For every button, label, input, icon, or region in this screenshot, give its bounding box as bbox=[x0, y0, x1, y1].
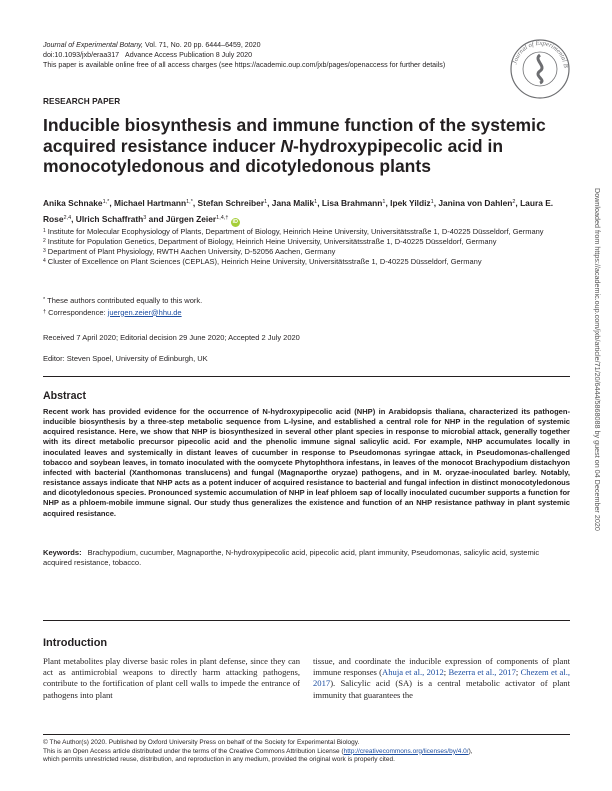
keywords-text: Brachypodium, cucumber, Magnaporthe, N-hydroxypipecolic acid, pipecolic acid, plant immunity, Pseudomonas, salicylic acid, systemic acquired resistance, tobacco. bbox=[43, 548, 540, 568]
author-affiliation-marker: 2,4 bbox=[63, 215, 72, 221]
affiliation-2 bbox=[43, 237, 563, 247]
affiliation-text: Institute for Molecular Ecophysiology of Plants, Department of Biology, Heinrich Heine University, Universitätsstraße 1, D-40225 Düsseldorf, Germany bbox=[47, 227, 544, 236]
journal-logo bbox=[509, 38, 571, 100]
abstract-body: Recent work has provided evidence for the occurrence of N-hydroxypipecolic acid (NHP) in Arabidopsis thaliana, characterized its pathogen-inducible biosynthesis by a three-step metabolic sequence from L-lysine, and established a central role for NHP in the regulation of systemic acquired resistance. Here, we show that NHP is biosynthesized in several other plant species in response to microbial attack, generally together with its direct metabolic precursor pipecolic acid and the phenolic immune signal salicylic acid. For example, NHP accumulates locally in inoculated leaves and systemically in distant leaves of cucumber in response to Pseudomonas syringae attack, in Pseudomonas-challenged tobacco and soybean leaves, in tomato inoculated with the oomycete Phytophthora infestans, in leaves of the monocot Brachypodium distachyon infected with bacterial (Xanthomonas translucens) and fungal (Magnaporthe oryzae) pathogens, and in M. oryzae-inoculated barley. Notably, resistance assays indicate that NHP acts as a potent inducer of acquired resistance to bacterial and fungal infection in distinct monocotyledonous and dicotyledonous species. Pronounced systemic accumulation of NHP in leaf phloem sap of locally inoculated cucumber supports a function for NHP as a phloem-mobile immune signal. Our study thus generalizes the existence and function of an NHP resistance pathway in plant systemic acquired resistance. bbox=[43, 407, 570, 518]
download-watermark bbox=[590, 188, 606, 698]
author-affiliation-marker: 1,* bbox=[102, 199, 110, 205]
author-affiliation-marker: 1,* bbox=[186, 199, 193, 205]
article-dates: Received 7 April 2020; Editorial decision 29 June 2020; Accepted 2 July 2020 bbox=[43, 333, 300, 342]
note-marker: † bbox=[43, 308, 47, 315]
doi-line bbox=[43, 51, 252, 60]
author-affiliation-marker: 1 bbox=[314, 199, 318, 205]
divider bbox=[43, 376, 570, 377]
affiliation-marker: 1 bbox=[43, 228, 46, 234]
affiliation-4 bbox=[43, 257, 563, 267]
license-link[interactable]: http://creativecommons.org/licenses/by/4.0/ bbox=[343, 747, 469, 755]
license-text: This is an Open Access article distributed under the terms of the Creative Commons Attribution License ( bbox=[43, 747, 344, 755]
license-text: ), bbox=[468, 747, 473, 755]
affiliation-marker: 2 bbox=[43, 237, 46, 244]
author-affiliation-marker: 3 bbox=[143, 215, 147, 221]
license-footer bbox=[43, 739, 570, 765]
correspondence-label: Correspondence: bbox=[48, 307, 108, 317]
editor-line: Editor: Steven Spoel, University of Edinburgh, UK bbox=[43, 354, 208, 363]
download-watermark-text: Downloaded from https://academic.oup.com/jxb/article/71/20/6444/5868088 by guest on 04 December 2020 bbox=[593, 188, 602, 531]
title-part-1: Inducible biosynthesis and immune function of the systemic acquired resistance inducer bbox=[43, 115, 546, 156]
affiliation-3 bbox=[43, 247, 563, 257]
author-affiliation-marker: 1 bbox=[382, 199, 386, 205]
author-name[interactable]: Ulrich Schaffrath bbox=[75, 214, 144, 224]
equal-contribution-note bbox=[43, 295, 202, 307]
title-part-2: -hydroxypipecolic acid in monocotyledonous and dicotyledonous plants bbox=[43, 135, 504, 176]
journal-citation bbox=[43, 41, 261, 50]
article-title bbox=[43, 115, 563, 177]
author-notes bbox=[43, 295, 202, 318]
citation-separator: ; bbox=[515, 667, 521, 678]
author-name[interactable]: Janina von Dahlen bbox=[438, 198, 513, 208]
author-name[interactable]: Lisa Brahmann bbox=[321, 198, 383, 208]
orcid-icon[interactable]: iD bbox=[232, 219, 238, 225]
intro-text: tissue, and coordinate the inducible expression of components of plant immune responses ( bbox=[313, 656, 570, 678]
author-name[interactable]: Laura E. Rose bbox=[43, 198, 554, 224]
affiliation-marker: 3 bbox=[43, 247, 46, 254]
author-name[interactable]: Michael Hartmann bbox=[113, 198, 187, 208]
correspondence-email-link[interactable]: juergen.zeier@hhu.de bbox=[107, 307, 182, 317]
citation-link[interactable]: Chezem et al., 2017 bbox=[313, 667, 570, 689]
intro-column-left: Plant metabolites play diverse basic roles in plant defense, since they can act as antimicrobial weapons to directly harm attacking pathogens, contribute to the fortification of plant cell walls to impede the entrance of pathogens into plant bbox=[43, 656, 300, 700]
advance-access: Advance Access Publication 8 July 2020 bbox=[125, 51, 253, 59]
citation-link[interactable]: Bezerra et al., 2017 bbox=[448, 667, 516, 678]
author-affiliation-marker: 1,4,† bbox=[216, 215, 229, 221]
title-italic: N bbox=[280, 135, 293, 156]
note-marker: * bbox=[43, 297, 46, 303]
intro-column-right bbox=[313, 656, 570, 701]
introduction-heading: Introduction bbox=[43, 637, 108, 649]
citation-link[interactable]: Ahuja et al., 2012 bbox=[382, 667, 444, 678]
author-affiliation-marker: 1 bbox=[264, 199, 268, 205]
note-text: These authors contributed equally to this work. bbox=[47, 296, 203, 305]
affiliation-marker: 4 bbox=[43, 257, 46, 264]
logo-text: Journal of Experimental B bbox=[511, 39, 570, 69]
correspondence-note bbox=[43, 307, 202, 319]
citation-details: Vol. 71, No. 20 pp. 6444–6459, 2020 bbox=[143, 41, 261, 49]
article-type: RESEARCH PAPER bbox=[43, 97, 121, 106]
keywords bbox=[43, 548, 570, 568]
author-affiliation-marker: 1 bbox=[430, 199, 434, 205]
doi[interactable]: doi:10.1093/jxb/eraa317 bbox=[43, 51, 120, 59]
affiliation-text: Cluster of Excellence on Plant Sciences (CEPLAS), Heinrich Heine University, Universitätsstraße 1, D-40225 Düsseldorf, Germany bbox=[47, 256, 482, 266]
divider bbox=[43, 620, 570, 621]
license-line bbox=[43, 748, 570, 757]
author-name[interactable]: Jana Malik bbox=[271, 198, 315, 208]
author-name[interactable]: Jürgen Zeier bbox=[165, 214, 217, 224]
abstract-heading: Abstract bbox=[43, 390, 86, 402]
author-list: Anika Schnake$^{1,*}$, Michael Hartmann$^{1,*}$, Stefan Schreiber$^1$, Jana Malik$^1$, Lisa Brahmann$^1$, Ipek Yildiz$^1$, Janina von Dahlen$^2$, Laura E. Rose$^{2,4}$, Ulrich Schaffrath$^3$ and Jürgen Zeier$^{1,4,\dagger}$ iD bbox=[43, 198, 554, 225]
license-terms: which permits unrestricted reuse, distribution, and reproduction in any medium, provided the original work is properly cited. bbox=[43, 756, 395, 763]
affiliation-1 bbox=[43, 227, 563, 237]
copyright-line: © The Author(s) 2020. Published by Oxford University Press on behalf of the Society for Experimental Biology. bbox=[43, 739, 360, 746]
author-affiliation-marker: 2 bbox=[512, 199, 516, 205]
citation-separator: ; bbox=[443, 667, 449, 678]
journal-name: Journal of Experimental Botany, bbox=[43, 41, 144, 49]
author-name[interactable]: Ipek Yildiz bbox=[390, 198, 431, 208]
affiliation-text: Department of Plant Physiology, RWTH Aachen University, D-52056 Aachen, Germany bbox=[47, 246, 336, 256]
intro-text: ). Salicylic acid (SA) is a central metabolic activator of plant immunity that guarantees the bbox=[313, 678, 570, 700]
affiliations bbox=[43, 227, 563, 267]
divider bbox=[43, 734, 570, 735]
open-access-note: This paper is available online free of all access charges (see https://academic.oup.com/jxb/pages/openaccess for further details) bbox=[43, 61, 446, 69]
keywords-label: Keywords: bbox=[43, 548, 82, 557]
author-name[interactable]: Anika Schnake bbox=[43, 198, 103, 208]
affiliation-text: Institute for Population Genetics, Department of Biology, Heinrich Heine University, Universitätsstraße 1, D-40225 Düsseldorf, Germany bbox=[47, 236, 497, 246]
author-name[interactable]: Stefan Schreiber bbox=[197, 198, 265, 208]
